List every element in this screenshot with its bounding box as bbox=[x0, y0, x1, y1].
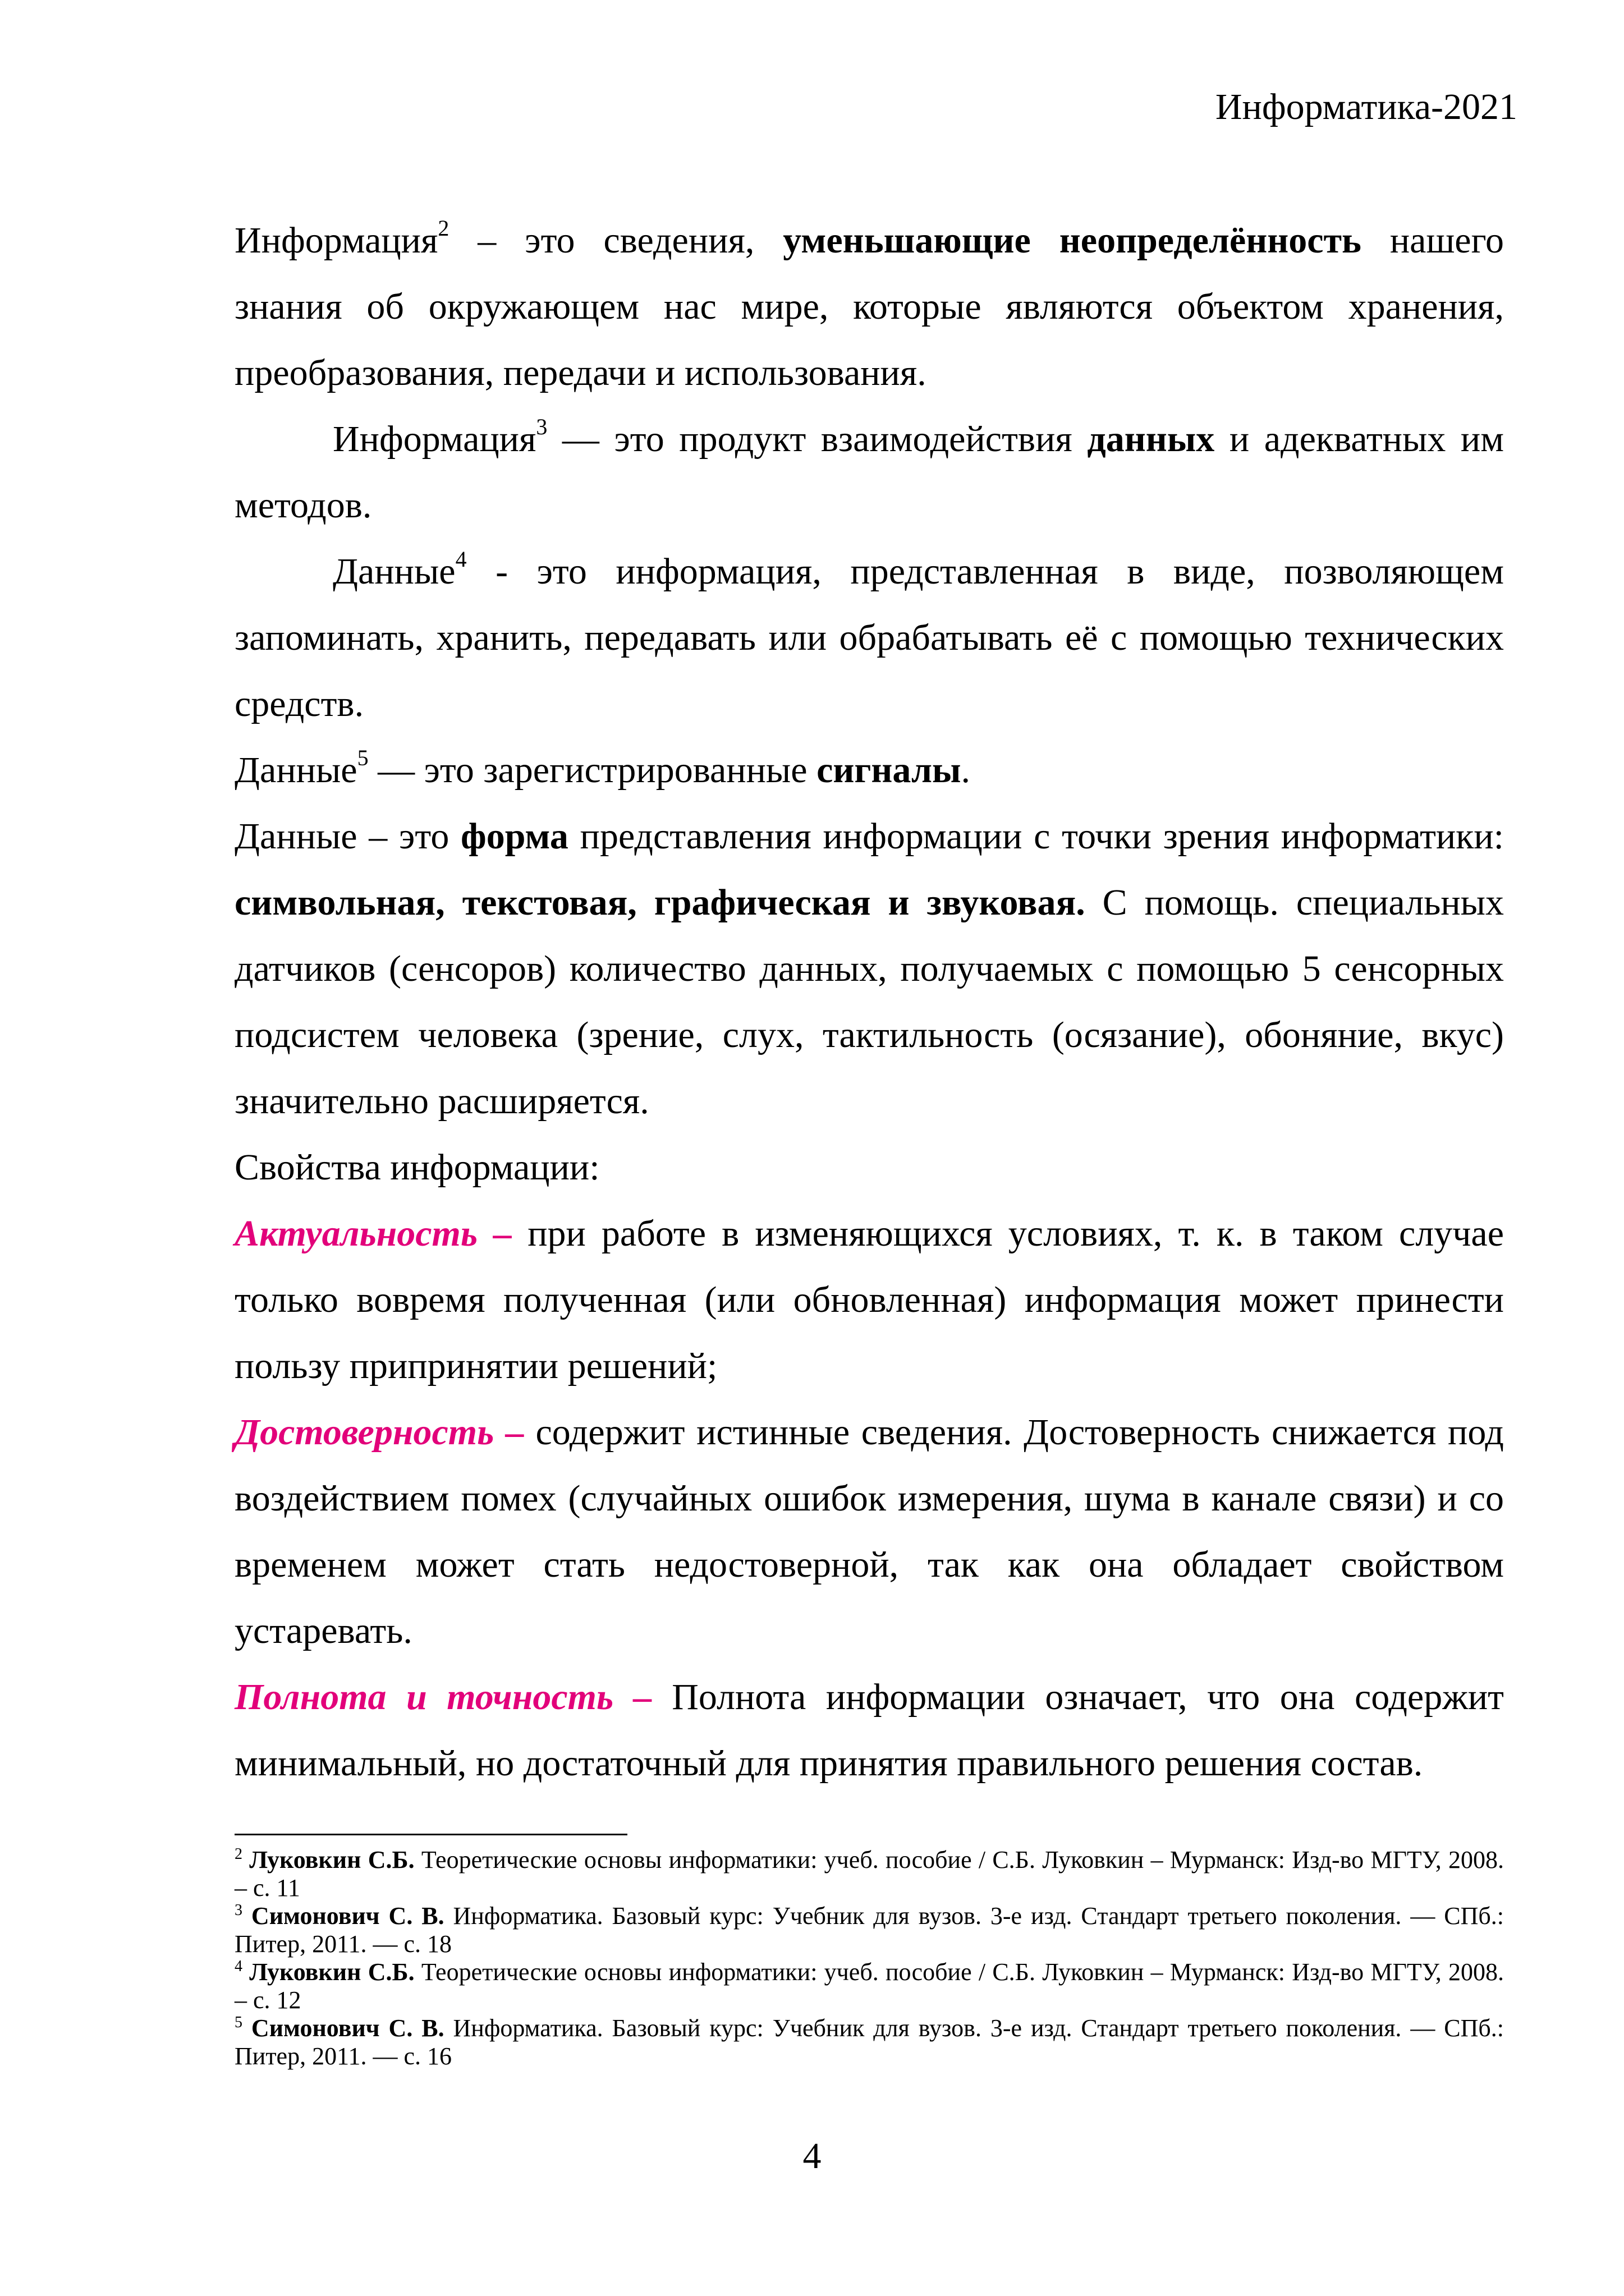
paragraph-information-2 bbox=[235, 406, 1504, 539]
footnote-number: 3 bbox=[235, 1902, 242, 1919]
footnote bbox=[235, 2014, 1504, 2070]
footnote-author: Симонович С. В. bbox=[251, 1902, 444, 1930]
footnote-ref[interactable]: 4 bbox=[455, 547, 467, 572]
page-number: 4 bbox=[802, 2136, 822, 2176]
text-span: - это информация, представленная в виде, позволяющем запоминать, хранить, передавать или обрабатывать её с помощью технических средств. bbox=[235, 551, 1504, 724]
footnote bbox=[235, 1902, 1504, 1958]
text-span: – это сведения, bbox=[449, 220, 783, 261]
footnote-number: 5 bbox=[235, 2014, 242, 2031]
footnote-ref[interactable]: 5 bbox=[357, 745, 369, 770]
footnote-author: Луковкин С.Б. bbox=[249, 1958, 415, 1986]
paragraph-data-3 bbox=[235, 803, 1504, 1135]
text-span: представления информации с точки зрения информатики: bbox=[568, 816, 1504, 857]
text-span: Полнота информации означает, что она содержит минимальный, но достаточный для принятия правильного решения состав. bbox=[235, 1677, 1504, 1784]
text-span: нашего знания об окружающем нас мире, которые являются объектом хранения, преобразования, передачи и использования. bbox=[235, 220, 1504, 393]
text-span: Информация bbox=[333, 419, 536, 460]
paragraph-information-1 bbox=[235, 208, 1504, 406]
footnote-text: Информатика. Базовый курс: Учебник для вузов. 3-е изд. Стандарт третьего поколения. — СПб.: Питер, 2011. — с. 18 bbox=[235, 1902, 1504, 1958]
footnote-number: 4 bbox=[235, 1958, 242, 1975]
footnote-separator bbox=[235, 1834, 627, 1835]
paragraph-reliability bbox=[235, 1399, 1504, 1664]
paragraph-data-1 bbox=[235, 539, 1504, 737]
footnote-text: Теоретические основы информатики: учеб. пособие / С.Б. Луковкин – Мурманск: Изд-во МГТУ, 2008. – с. 12 bbox=[235, 1958, 1504, 2014]
footnote-text: Теоретические основы информатики: учеб. пособие / С.Б. Луковкин – Мурманск: Изд-во МГТУ, 2008. – с. 11 bbox=[235, 1846, 1504, 1902]
bold-phrase: данных bbox=[1087, 419, 1215, 460]
term-reliability: Достоверность – bbox=[235, 1412, 524, 1453]
text-span: и адекватных им методов. bbox=[235, 419, 1504, 526]
paragraph-data-2 bbox=[235, 737, 1504, 803]
paragraph-properties-heading: Свойства информации: bbox=[235, 1147, 600, 1188]
footnote-ref[interactable]: 3 bbox=[536, 414, 548, 439]
paragraph-completeness bbox=[235, 1664, 1504, 1797]
term-completeness: Полнота и точность – bbox=[235, 1677, 652, 1718]
text-span: Данные – это bbox=[235, 816, 461, 857]
text-span: Данные bbox=[333, 551, 456, 592]
bold-phrase: символьная, текстовая, графическая и звуковая. bbox=[235, 882, 1085, 923]
body-text bbox=[235, 208, 1504, 1797]
text-span: — это продукт взаимодействия bbox=[547, 419, 1088, 460]
paragraph-relevance bbox=[235, 1201, 1504, 1399]
bold-phrase: сигналы bbox=[816, 750, 961, 791]
footnote bbox=[235, 1958, 1504, 2014]
footnote-number: 2 bbox=[235, 1845, 242, 1863]
footnote-text: Информатика. Базовый курс: Учебник для вузов. 3-е изд. Стандарт третьего поколения. — СПб.: Питер, 2011. — с. 16 bbox=[235, 2014, 1504, 2070]
bold-phrase: уменьшающие неопределённость bbox=[783, 220, 1361, 261]
text-span: при работе в изменяющихся условиях, т. к. в таком случае только вовремя полученная (или обновленная) информация может принести пользу припринятии решений; bbox=[235, 1213, 1504, 1386]
bold-phrase: форма bbox=[461, 816, 568, 857]
footnote-author: Симонович С. В. bbox=[251, 2014, 444, 2042]
footnote-author: Луковкин С.Б. bbox=[249, 1846, 415, 1873]
footnotes bbox=[235, 1846, 1504, 2070]
text-span: Информация bbox=[235, 220, 438, 261]
running-header: Информатика-2021 bbox=[1215, 86, 1517, 127]
footnote bbox=[235, 1846, 1504, 1902]
text-span: . bbox=[961, 750, 971, 791]
term-relevance: Актуальность – bbox=[235, 1213, 512, 1254]
footnote-ref[interactable]: 2 bbox=[438, 215, 449, 241]
text-span: Данные bbox=[235, 750, 357, 791]
text-span: С помощь. специальных датчиков (сенсоров) количество данных, получаемых с помощью 5 сенсорных подсистем человека (зрение, слух, тактильность (осязание), обоняние, вкус) значительно расширяется. bbox=[235, 882, 1504, 1122]
text-span: — это зарегистрированные bbox=[368, 750, 817, 791]
text-span: содержит истинные сведения. Достоверность снижается под воздействием помех (случайных ошибок измерения, шума в канале связи) и со временем может стать недостоверной, так как она обладает свойством устаревать. bbox=[235, 1412, 1504, 1651]
